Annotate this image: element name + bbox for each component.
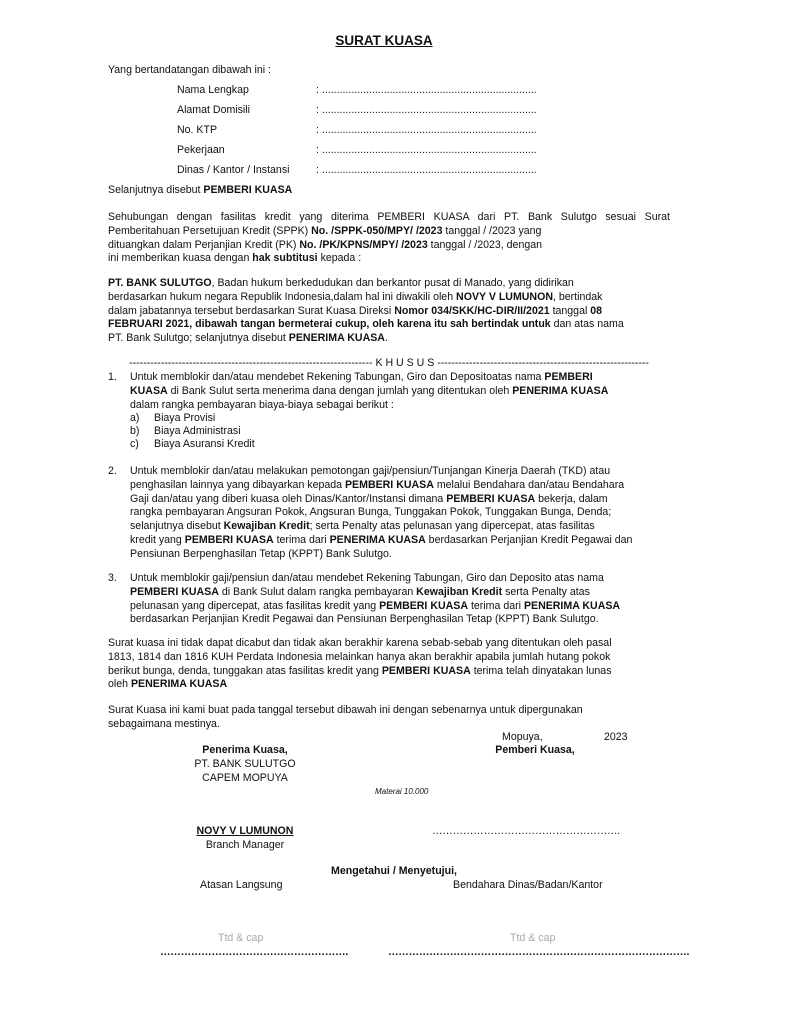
item2-line1: Untuk memblokir dan/atau melakukan pemotongan gaji/pensiun/Tunjangan Kinerja Daerah (TKD) atau [130, 465, 611, 477]
item2-line6-mid: terima dari [273, 533, 330, 546]
item2-line5-bold: Kewajiban Kredit [223, 520, 310, 533]
pk-number: No. /PK/KPNS/MPY/ /2023 [299, 238, 428, 251]
item1-line1-bold: PEMBERI [544, 371, 593, 383]
sk-number: Nomor 034/SKK/HC-DIR/II/2021 [394, 304, 550, 317]
signer-block [160, 825, 330, 853]
para2-line2-text: berdasarkan hukum negara Republik Indonesia,dalam hal ini diwakili oleh [108, 290, 457, 303]
mengetahui-heading [0, 865, 788, 879]
item3-line3-bold: PEMBERI KUASA [379, 599, 468, 612]
para3-line1: Surat kuasa ini tidak dapat dicabut dan tidak akan berakhir karena sebab-sebab yang ditentukan oleh pasal [108, 637, 612, 649]
para1-line3-text: dituangkan dalam Perjanjian Kredit (PK) [108, 238, 300, 251]
para2-line5-tail: . [384, 332, 388, 345]
item3-line3 [130, 600, 672, 614]
pemberi-kuasa-block [460, 744, 610, 758]
item2-line4: rangka pembayaran Angsuran Pokok, Angsuran Bunga, Tunggakan Pokok, Tunggakan Bunga, Denda; [130, 506, 612, 519]
sub-c-text: Biaya Asuransi Kredit [154, 438, 255, 450]
penerima-kuasa-bold: PENERIMA KUASA [288, 332, 385, 345]
field-value-ktp: : ......................................................................... [316, 124, 537, 136]
para2-line5-text: PT. Bank Sulutgo; selanjutnya disebut [108, 332, 289, 345]
hak-subtitusi: hak subtitusi [252, 252, 318, 265]
item3-line2-bold2: Kewajiban Kredit [416, 585, 503, 598]
para1-line3 [108, 239, 670, 253]
item2-line5-text: selanjutnya disebut [130, 520, 224, 533]
item2-line3-tail: bekerja, dalam [535, 492, 608, 505]
item2-line5-tail: ; serta Penalty atas pelunasan yang dipercepat, atas fasilitas [309, 520, 595, 533]
para3-line3 [108, 665, 670, 679]
item3-line3-mid: terima dari [468, 599, 524, 612]
signer-position: Branch Manager [205, 838, 285, 851]
para1-line2-text: Pemberitahuan Persetujuan Kredit (SPPK) [108, 224, 312, 237]
item3-line4: berdasarkan Perjanjian Kredit Pegawai dan Pensiunan Berpenghasilan Tetap (KPPT) Bank Sulutgo. [130, 613, 599, 626]
item1-number: 1. [108, 371, 117, 383]
item3-line2-bold: PEMBERI KUASA [130, 585, 219, 598]
item2-number: 2. [108, 465, 117, 477]
date-year: 2023 [604, 731, 628, 743]
para2-line3-mid: tanggal [549, 304, 591, 317]
khusus-divider: --------------------------------------------------------------------- K H U S U S ------------------------------------------------------------ [129, 357, 649, 369]
item2-line7: Pensiunan Berpenghasilan Tetap (KPPT) Bank Sulutgo. [130, 547, 392, 560]
para3-line2: 1813, 1814 dan 1816 KUH Perdata Indonesia melainkan hanya akan berakhir apabila jumlah hutang pokok [108, 650, 611, 663]
penerima-kuasa-title: Penerima Kuasa, [202, 744, 288, 756]
para2-line3 [108, 305, 670, 319]
ttd-cap-left: Ttd & cap [218, 932, 264, 944]
field-value-dinas: : ......................................................................... [316, 164, 537, 176]
para2-line3-text: dalam jabatannya tersebut berdasarkan Surat Kuasa Direksi [108, 304, 395, 317]
item1-line2-text: di Bank Sulut serta menerima dana dengan jumlah yang ditentukan oleh [167, 384, 513, 397]
para4-line1: Surat Kuasa ini kami buat pada tanggal tersebut dibawah ini dengan sebenarnya untuk dipergunakan [108, 704, 583, 716]
para1-line4-text: ini memberikan kuasa dengan [108, 252, 253, 265]
para1-line3-tail: tanggal / /2023, dengan [427, 238, 543, 251]
selanjutnya-text: Selanjutnya disebut [108, 184, 204, 196]
para1-line2 [108, 225, 670, 239]
intro-text: Yang bertandatangan dibawah ini : [108, 64, 271, 76]
signer-name: NOVY V LUMUNON [196, 825, 294, 837]
sub-a-mark: a) [130, 412, 140, 424]
field-label-ktp: No. KTP [177, 124, 218, 136]
para3-line3-bold: PEMBERI KUASA [381, 664, 471, 677]
para1-line1: Sehubungan dengan fasilitas kredit yang diterima PEMBERI KUASA dari PT. Bank Sulutgo sesuai Surat [108, 211, 670, 223]
item3-line2-text: di Bank Sulut dalam rangka pembayaran [218, 585, 417, 598]
field-value-alamat: : ......................................................................... [316, 104, 537, 116]
item1-line2-bold2: PENERIMA KUASA [512, 384, 609, 397]
paragraph-irrevocable [108, 637, 670, 692]
sk-day: 08 [590, 304, 603, 317]
sub-b-mark: b) [130, 425, 140, 437]
sub-b-text: Biaya Administrasi [154, 425, 241, 437]
representative-name: NOVY V LUMUNON [456, 290, 553, 303]
para2-line2 [108, 291, 670, 305]
selanjutnya-line [108, 184, 292, 198]
penerima-org2: CAPEM MOPUYA [202, 771, 288, 784]
document-title: SURAT KUASA [335, 33, 433, 48]
para2-line1-text: , Badan hukum berkedudukan dan berkantor pusat di Manado, yang didirikan [211, 277, 574, 289]
item3-text [130, 572, 672, 627]
para3-line4-bold: PENERIMA KUASA [130, 678, 228, 691]
item3-line1: Untuk memblokir gaji/pensiun dan/atau mendebet Rekening Tabungan, Giro dan Deposito atas nama [130, 572, 604, 584]
item2-line3-bold: PEMBERI KUASA [446, 492, 536, 505]
field-label-pekerjaan: Pekerjaan [177, 144, 225, 156]
bendahara-signature-line: ……………………………………………………………………………. [388, 946, 690, 958]
item2-line6-bold: PEMBERI KUASA [184, 533, 274, 546]
para3-line4 [108, 678, 670, 692]
paragraph-penerima [108, 277, 670, 346]
item1-text [130, 371, 672, 412]
item1-line3: dalam rangka pembayaran biaya-biaya sebagai berikut : [130, 398, 394, 411]
item2-line6-bold2: PENERIMA KUASA [329, 533, 426, 546]
item2-line3-text: Gaji dan/atau yang diberi kuasa oleh Dinas/Kantor/Instansi dimana [130, 492, 447, 505]
para2-line2-tail: , bertindak [552, 290, 603, 303]
item1-line2 [130, 385, 672, 399]
item2-line6 [130, 534, 672, 548]
sppk-number: No. /SPPK-050/MPY/ /2023 [311, 224, 443, 237]
penerima-org1: PT. BANK SULUTGO [194, 757, 296, 770]
para3-line3-tail: terima telah dinyatakan lunas [470, 664, 612, 677]
para1-line4-tail: kepada : [317, 252, 362, 265]
penerima-kuasa-block [160, 744, 330, 785]
para2-line4 [108, 318, 670, 332]
item2-text [130, 465, 672, 562]
para3-line3-text: berikut bunga, denda, tunggakan atas fasilitas kredit yang [108, 664, 382, 677]
para2-line1 [108, 277, 670, 291]
item2-line6-tail: berdasarkan Perjanjian Kredit Pegawai dan [425, 533, 633, 546]
para1-line2-tail: tanggal / /2023 yang [442, 224, 542, 237]
pemberi-kuasa-title: Pemberi Kuasa, [495, 744, 575, 756]
item3-line3-text: pelunasan yang dipercepat, atas fasilitas kredit yang [130, 599, 380, 612]
atasan-signature-line: ………………………………………………. [160, 946, 348, 958]
mengetahui-text: Mengetahui / Menyetujui, [331, 865, 457, 877]
sub-c-mark: c) [130, 438, 139, 450]
item2-line2 [130, 479, 672, 493]
place-text: Mopuya, [502, 731, 543, 743]
sub-a-text: Biaya Provisi [154, 412, 216, 424]
pemberi-signature-line: ………………………………………………. [432, 825, 620, 837]
field-value-nama: : ......................................................................... [316, 84, 537, 96]
materai-label: Materai 10.000 [375, 787, 429, 796]
item2-line6-text: kredit yang [130, 533, 185, 546]
ttd-cap-right: Ttd & cap [510, 932, 556, 944]
atasan-label: Atasan Langsung [200, 879, 283, 891]
para3-line4-text: oleh [108, 678, 131, 691]
item2-line5 [130, 520, 672, 534]
item3-line2 [130, 586, 672, 600]
item2-line3 [130, 493, 672, 507]
para2-line4-bold: FEBRUARI 2021, dibawah tangan bermeterai cukup, oleh karena itu sah bertindak untuk [108, 318, 551, 331]
field-label-alamat: Alamat Domisili [177, 104, 250, 116]
bendahara-label: Bendahara Dinas/Badan/Kantor [453, 879, 603, 891]
item2-line2-tail: melalui Bendahara dan/atau Bendahara [433, 478, 625, 491]
item1-line1 [130, 371, 672, 385]
selanjutnya-bold: PEMBERI KUASA [203, 184, 293, 196]
item3-number: 3. [108, 572, 117, 584]
paragraph-closing [108, 704, 670, 732]
bank-name: PT. BANK SULUTGO [108, 277, 212, 289]
item2-line2-bold: PEMBERI KUASA [344, 478, 434, 491]
paragraph-sppk [108, 211, 670, 266]
item1-line2-bold: KUASA [130, 384, 168, 397]
item3-line3-bold2: PENERIMA KUASA [523, 599, 621, 612]
item1-line1-text: Untuk memblokir dan/atau mendebet Rekening Tabungan, Giro dan Depositoatas nama [130, 371, 545, 383]
para1-line4 [108, 252, 670, 266]
para4-line2: sebagaimana mestinya. [108, 717, 220, 730]
field-label-dinas: Dinas / Kantor / Instansi [177, 164, 290, 176]
item2-line2-text: penghasilan lainnya yang dibayarkan kepada [130, 478, 345, 491]
field-value-pekerjaan: : ......................................................................... [316, 144, 537, 156]
item3-line2-tail: serta Penalty atas [502, 585, 590, 598]
field-label-nama: Nama Lengkap [177, 84, 249, 96]
para2-line4-tail: dan atas nama [550, 318, 624, 331]
para2-line5 [108, 332, 670, 346]
